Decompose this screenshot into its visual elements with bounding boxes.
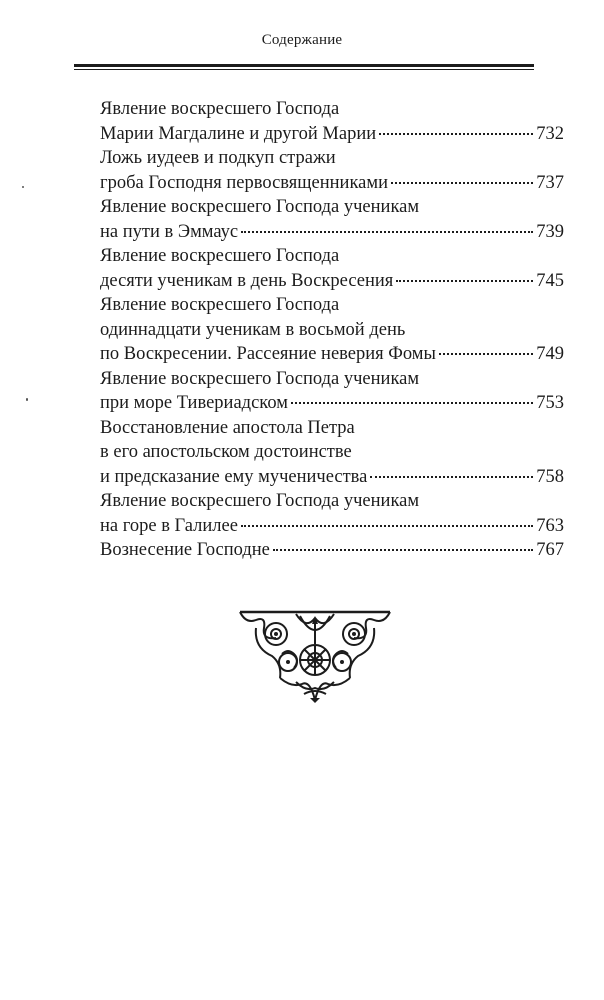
- toc-entry-line: гроба Господня первосвященниками: [100, 172, 388, 193]
- toc-entry-line: десяти ученикам в день Воскресения: [100, 270, 394, 291]
- dot-leader: [241, 525, 533, 527]
- toc-page-number: 745: [536, 270, 564, 291]
- toc-entry-line: в его апостольском достоинстве: [100, 442, 352, 462]
- toc-entry[interactable]: [100, 416, 564, 490]
- toc-entry-line: на пути в Эммаус: [100, 221, 239, 242]
- toc-page-number: 737: [536, 172, 564, 193]
- toc-page-number: 767: [536, 540, 564, 560]
- toc-entry-line: и предсказание ему мученичества: [100, 466, 368, 487]
- toc-page-number: 763: [536, 515, 564, 536]
- dot-leader: [273, 549, 533, 551]
- dot-leader: [379, 133, 533, 135]
- dot-leader: [241, 231, 533, 233]
- toc-entry-line: Явление воскресшего Господа ученикам: [100, 368, 420, 389]
- dot-leader: [370, 476, 533, 478]
- toc-entry-line: Явление воскресшего Господа ученикам: [100, 491, 420, 511]
- scan-speck: [26, 398, 28, 401]
- dot-leader: [291, 402, 533, 404]
- dot-leader: [391, 182, 533, 184]
- dot-leader: [396, 280, 533, 282]
- toc-page-number: 749: [536, 344, 564, 364]
- toc-entry-line: Ложь иудеев и подкуп стражи: [100, 148, 336, 168]
- dot-leader: [439, 353, 533, 355]
- toc-entry-line: Явление воскресшего Господа: [100, 246, 340, 266]
- toc-entry-line: Вознесение Господне: [100, 540, 270, 560]
- toc-entry[interactable]: [100, 195, 564, 244]
- rule-thick: [74, 64, 534, 67]
- toc-page-number: 732: [536, 123, 564, 144]
- toc-page-number: 753: [536, 393, 564, 413]
- table-of-contents: [100, 97, 564, 563]
- toc-entry[interactable]: [100, 538, 564, 563]
- toc-entry[interactable]: [100, 367, 564, 416]
- toc-entry[interactable]: [100, 489, 564, 538]
- running-header: Содержание: [261, 32, 343, 48]
- toc-entry-line: Восстановление апостола Петра: [100, 417, 355, 438]
- toc-entry-line: при море Тивериадском: [100, 393, 288, 413]
- toc-entry[interactable]: [100, 244, 564, 293]
- toc-page-number: 758: [536, 466, 564, 487]
- scan-speck: [22, 186, 24, 188]
- toc-entry-line: Явление воскресшего Господа: [100, 295, 340, 315]
- header-double-rule: [74, 64, 534, 70]
- toc-entry-line: Явление воскресшего Господа ученикам: [100, 197, 420, 217]
- toc-entry-line: на горе в Галилее: [100, 515, 238, 536]
- toc-entry-line: Марии Магдалине и другой Марии: [100, 123, 377, 144]
- toc-entry[interactable]: [100, 97, 564, 146]
- floral-vignette-icon: [236, 604, 394, 704]
- toc-entry-line: одиннадцати ученикам в восьмой день: [100, 319, 406, 340]
- toc-entry-line: Явление воскресшего Господа: [100, 99, 340, 119]
- rule-thin: [74, 69, 534, 70]
- toc-entry[interactable]: [100, 293, 564, 367]
- toc-page-number: 739: [536, 221, 564, 242]
- toc-entry-line: по Воскресении. Рассеяние неверия Фомы: [100, 344, 436, 364]
- toc-entry[interactable]: [100, 146, 564, 195]
